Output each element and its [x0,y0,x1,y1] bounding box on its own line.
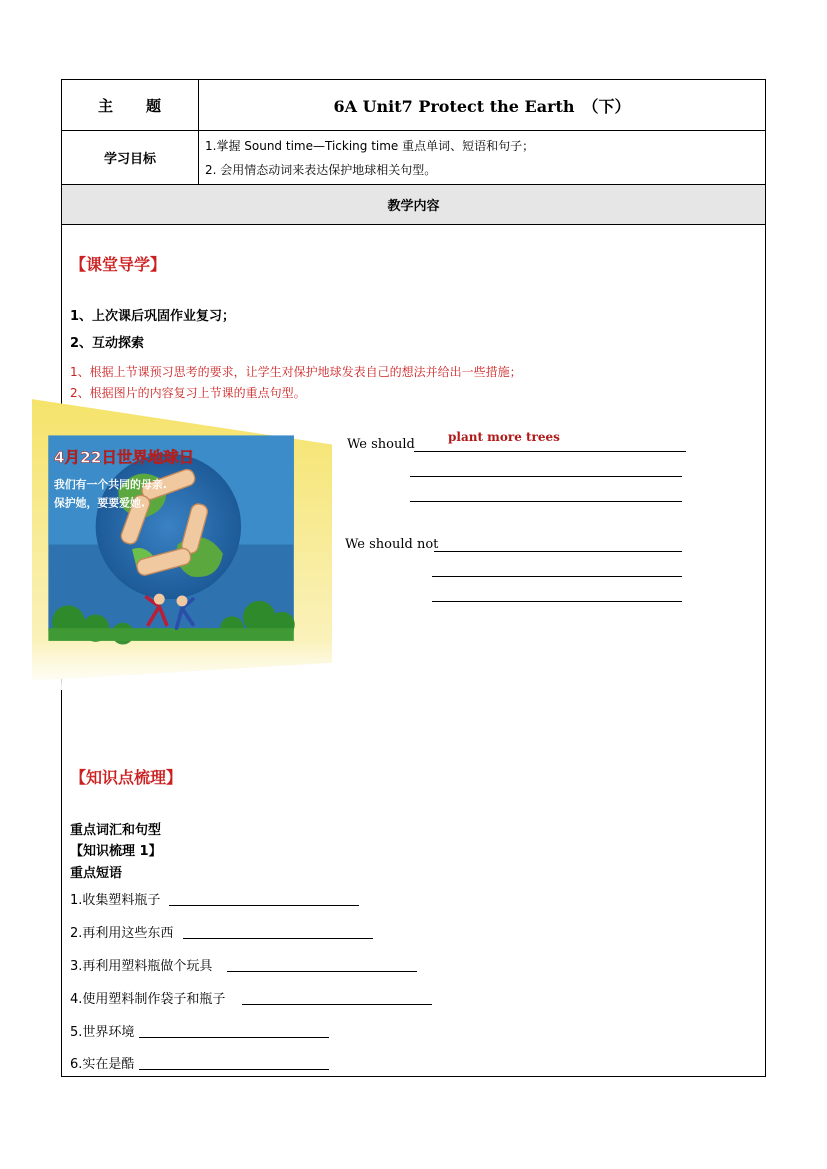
phrase-4: 4.使用塑料制作袋子和瓶子 [70,992,226,1007]
answer-line-6[interactable] [432,601,682,602]
answer-line-1[interactable] [414,451,686,452]
section2-sub-1: 重点词汇和句型 [70,823,162,838]
answer-text: plant more trees [448,430,560,444]
topic-label-cell [62,80,199,130]
section2-heading: 【知识点梳理】 [70,768,183,787]
topic-row [62,80,765,131]
phrase-1: 1.收集塑料瓶子 [70,893,161,908]
section1-item-2: 2、互动探索 [70,336,145,351]
section1-heading: 【课堂导学】 [70,255,167,274]
objectives-row [62,131,765,185]
objectives-cell [199,131,765,184]
we-should-label: We should [347,437,415,452]
section2-sub-3: 重点短语 [70,866,123,881]
answer-line-2[interactable] [410,476,682,477]
phrase-5: 5.世界环境 [70,1025,135,1040]
phrase-line-5[interactable] [139,1037,329,1038]
answer-line-3[interactable] [410,501,682,502]
lesson-title: 6A Unit7 Protect the Earth （下） [333,96,631,116]
phrase-line-1[interactable] [169,905,359,906]
worksheet-table [53,79,766,1077]
section1-item-1: 1、上次课后巩固作业复习； [70,309,236,324]
objectives-label-cell [62,131,199,184]
phrase-line-6[interactable] [139,1069,329,1070]
phrase-line-4[interactable] [242,1004,432,1005]
objectives-label: 学习目标 [103,152,156,167]
content-header-row [62,185,765,225]
poster-title: 4月22日世界地球日 [53,448,195,467]
section1-red-1: 1、根据上节课预习思考的要求，让学生对保护地球发表自己的想法并给出一些措施； [70,365,522,379]
poster-line-2: 我们有一个共同的母亲. [53,478,167,492]
content-label: 教学内容 [387,199,440,214]
topic-title-cell [199,80,765,130]
earth-day-poster-image [32,380,332,700]
phrase-2: 2.再利用这些东西 [70,926,174,941]
poster-line-3: 保护她，要要爱她. [53,496,146,510]
we-should-not-label: We should not [345,537,439,552]
answer-line-5[interactable] [432,576,682,577]
objective-1: 1.掌握 Sound time—Ticking time 重点单词、短语和句子； [205,138,535,153]
phrase-3: 3.再利用塑料瓶做个玩具 [70,959,213,974]
phrase-line-3[interactable] [227,971,417,972]
phrase-6: 6.实在是酷 [70,1057,135,1072]
section2-sub-2: 【知识梳理 1】 [70,844,162,859]
answer-line-4[interactable] [434,551,682,552]
topic-label: 主 题 [97,96,162,115]
objective-2: 2. 会用情态动词来表达保护地球相关句型。 [205,162,437,177]
phrase-line-2[interactable] [183,938,373,939]
section1-red-2: 2、根据图片的内容复习上节课的重点句型。 [70,386,306,400]
